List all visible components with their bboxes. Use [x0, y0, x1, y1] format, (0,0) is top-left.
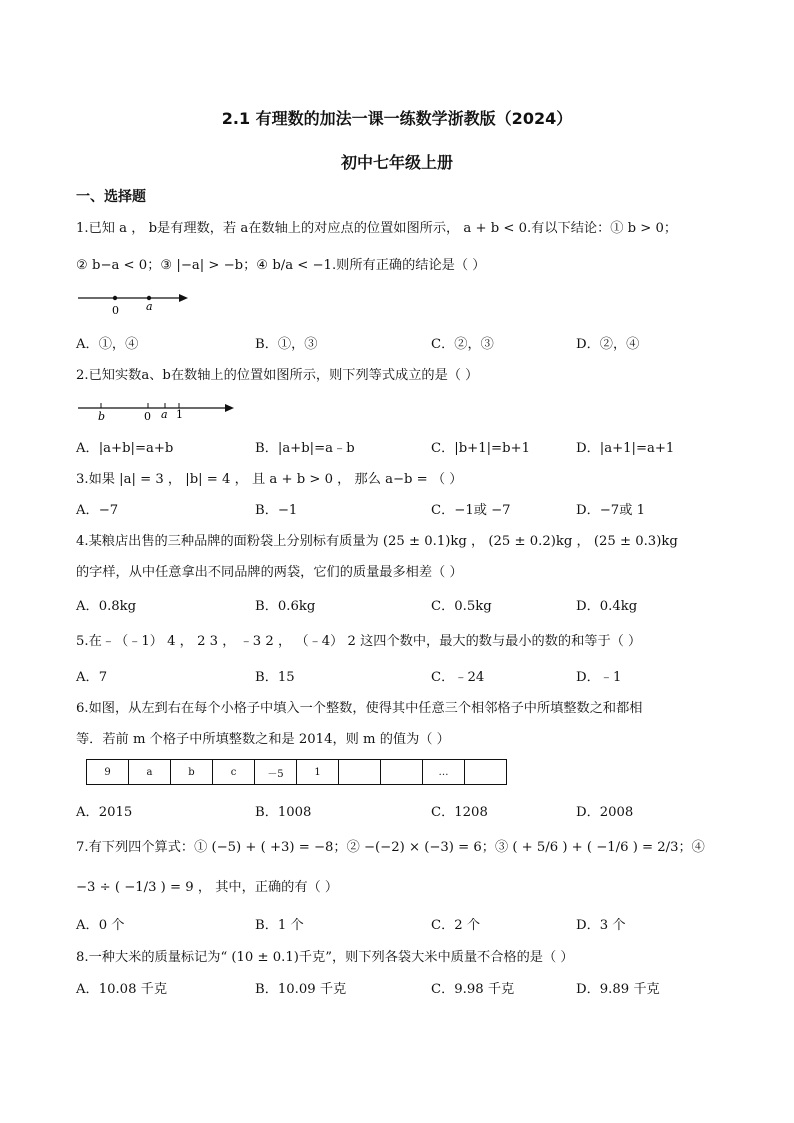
q6-cell — [339, 760, 381, 785]
q7-option-a[interactable]: A．0 个 — [76, 918, 125, 933]
q8-text: 8.一种大米的质量标记为“ (10 ± 0.1)千克”，则下列各袋大米中质量不合格的是（ ） — [76, 950, 574, 965]
q6-option-b[interactable]: B．1008 — [255, 805, 312, 820]
q8-option-d[interactable]: D．9.89 千克 — [576, 982, 660, 997]
q8-option-c[interactable]: C．9.98 千克 — [431, 982, 515, 997]
q8-option-a[interactable]: A．10.08 千克 — [76, 982, 168, 997]
q2-option-d[interactable]: D．|a+1|=a+1 — [576, 441, 675, 456]
q1-label-zero: 0 — [112, 304, 119, 317]
q4-option-b[interactable]: B．0.6kg — [255, 599, 316, 614]
doc-title: 2.1 有理数的加法一课一练数学浙教版（2024） — [221, 109, 573, 128]
q4-text-line2: 的字样，从中任意拿出不同品牌的两袋，它们的质量最多相差（ ） — [76, 565, 463, 580]
q6-option-d[interactable]: D．2008 — [576, 805, 634, 820]
q1-text-line2: ② b−a < 0；③ |−a| > −b；④ b/a < −1.则所有正确的结论是（ ） — [76, 258, 486, 273]
q6-text-line2: 等．若前 m 个格子中所填整数之和是 2014，则 m 的值为（ ） — [76, 732, 450, 747]
q6-text-line1: 6.如图，从左到右在每个小格子中填入一个整数，使得其中任意三个相邻格子中所填整数之和都相 — [76, 701, 643, 716]
q6-cell: b — [171, 760, 213, 785]
q7-option-b[interactable]: B．1 个 — [255, 918, 304, 933]
q6-option-a[interactable]: A．2015 — [76, 805, 133, 820]
q5-option-d[interactable]: D．﹣1 — [576, 670, 622, 685]
q6-cell: －5 — [255, 760, 297, 785]
q1-label-a: a — [146, 300, 153, 313]
doc-subtitle: 初中七年级上册 — [340, 153, 453, 172]
q4-text-line1: 4.某粮店出售的三种品牌的面粉袋上分别标有质量为 (25 ± 0.1)kg ， (25 ± 0.2)kg ， (25 ± 0.3)kg — [76, 534, 678, 549]
q2-label-zero: 0 — [144, 410, 151, 423]
q2-option-c[interactable]: C．|b+1|=b+1 — [431, 441, 530, 456]
q7-option-c[interactable]: C．2 个 — [431, 918, 481, 933]
q7-option-d[interactable]: D．3 个 — [576, 918, 626, 933]
q5-text: 5.在﹣（﹣1） 4 ， 2 3 ， ﹣3 2 ， （﹣4） 2 这四个数中，最大的数与最小的数的和等于（ ） — [76, 634, 642, 649]
q6-cell: … — [423, 760, 465, 785]
q1-option-d[interactable]: D．②，④ — [576, 337, 640, 352]
q3-text: 3.如果 |a| = 3 ， |b| = 4 ， 且 a + b > 0 ， 那么 a−b = （ ） — [76, 472, 463, 487]
q7-text-line1: 7.有下列四个算式：① (−5) + ( +3) = −8；② −(−2) × (−3) = 6；③ ( + 5/6 ) + ( −1/6 ) = 2/3；④ — [76, 840, 705, 855]
q2-text: 2.已知实数a、b在数轴上的位置如图所示，则下列等式成立的是（ ） — [76, 368, 479, 383]
q2-option-b[interactable]: B．|a+b|=a﹣b — [255, 441, 355, 456]
q5-option-a[interactable]: A．7 — [76, 670, 108, 685]
q1-text-line1: 1.已知 a ， b是有理数，若 a在数轴上的对应点的位置如图所示， a + b < 0.有以下结论：① b > 0； — [76, 221, 678, 236]
q6-cell: 9 — [87, 760, 129, 785]
q2-number-line — [78, 400, 243, 424]
q6-cell — [381, 760, 423, 785]
q4-option-d[interactable]: D．0.4kg — [576, 599, 638, 614]
q6-cell: c — [213, 760, 255, 785]
q1-number-line — [78, 290, 198, 318]
q6-option-c[interactable]: C．1208 — [431, 805, 488, 820]
q3-option-c[interactable]: C．−1或 −7 — [431, 503, 511, 518]
q3-option-a[interactable]: A．−7 — [76, 503, 119, 518]
q4-option-c[interactable]: C．0.5kg — [431, 599, 492, 614]
q8-option-b[interactable]: B．10.09 千克 — [255, 982, 347, 997]
q5-option-b[interactable]: B．15 — [255, 670, 295, 685]
q1-option-b[interactable]: B．①，③ — [255, 337, 318, 352]
q4-option-a[interactable]: A．0.8kg — [76, 599, 137, 614]
section-heading: 一、选择题 — [76, 189, 146, 205]
q2-label-a: a — [161, 408, 168, 421]
q6-cell: a — [129, 760, 171, 785]
q6-cell — [465, 760, 507, 785]
q3-option-d[interactable]: D．−7或 1 — [576, 503, 645, 518]
q3-option-b[interactable]: B．−1 — [255, 503, 298, 518]
q6-cell: 1 — [297, 760, 339, 785]
q2-label-one: 1 — [176, 408, 183, 421]
q7-text-line2: −3 ÷ ( −1/3 ) = 9 ， 其中，正确的有（ ） — [76, 880, 339, 895]
q6-cell-grid — [86, 759, 507, 785]
q2-label-b: b — [98, 410, 106, 423]
q1-option-a[interactable]: A．①，④ — [76, 337, 139, 352]
q5-option-c[interactable]: C．﹣24 — [431, 670, 485, 685]
q1-option-c[interactable]: C．②，③ — [431, 337, 494, 352]
q2-option-a[interactable]: A．|a+b|=a+b — [76, 441, 174, 456]
